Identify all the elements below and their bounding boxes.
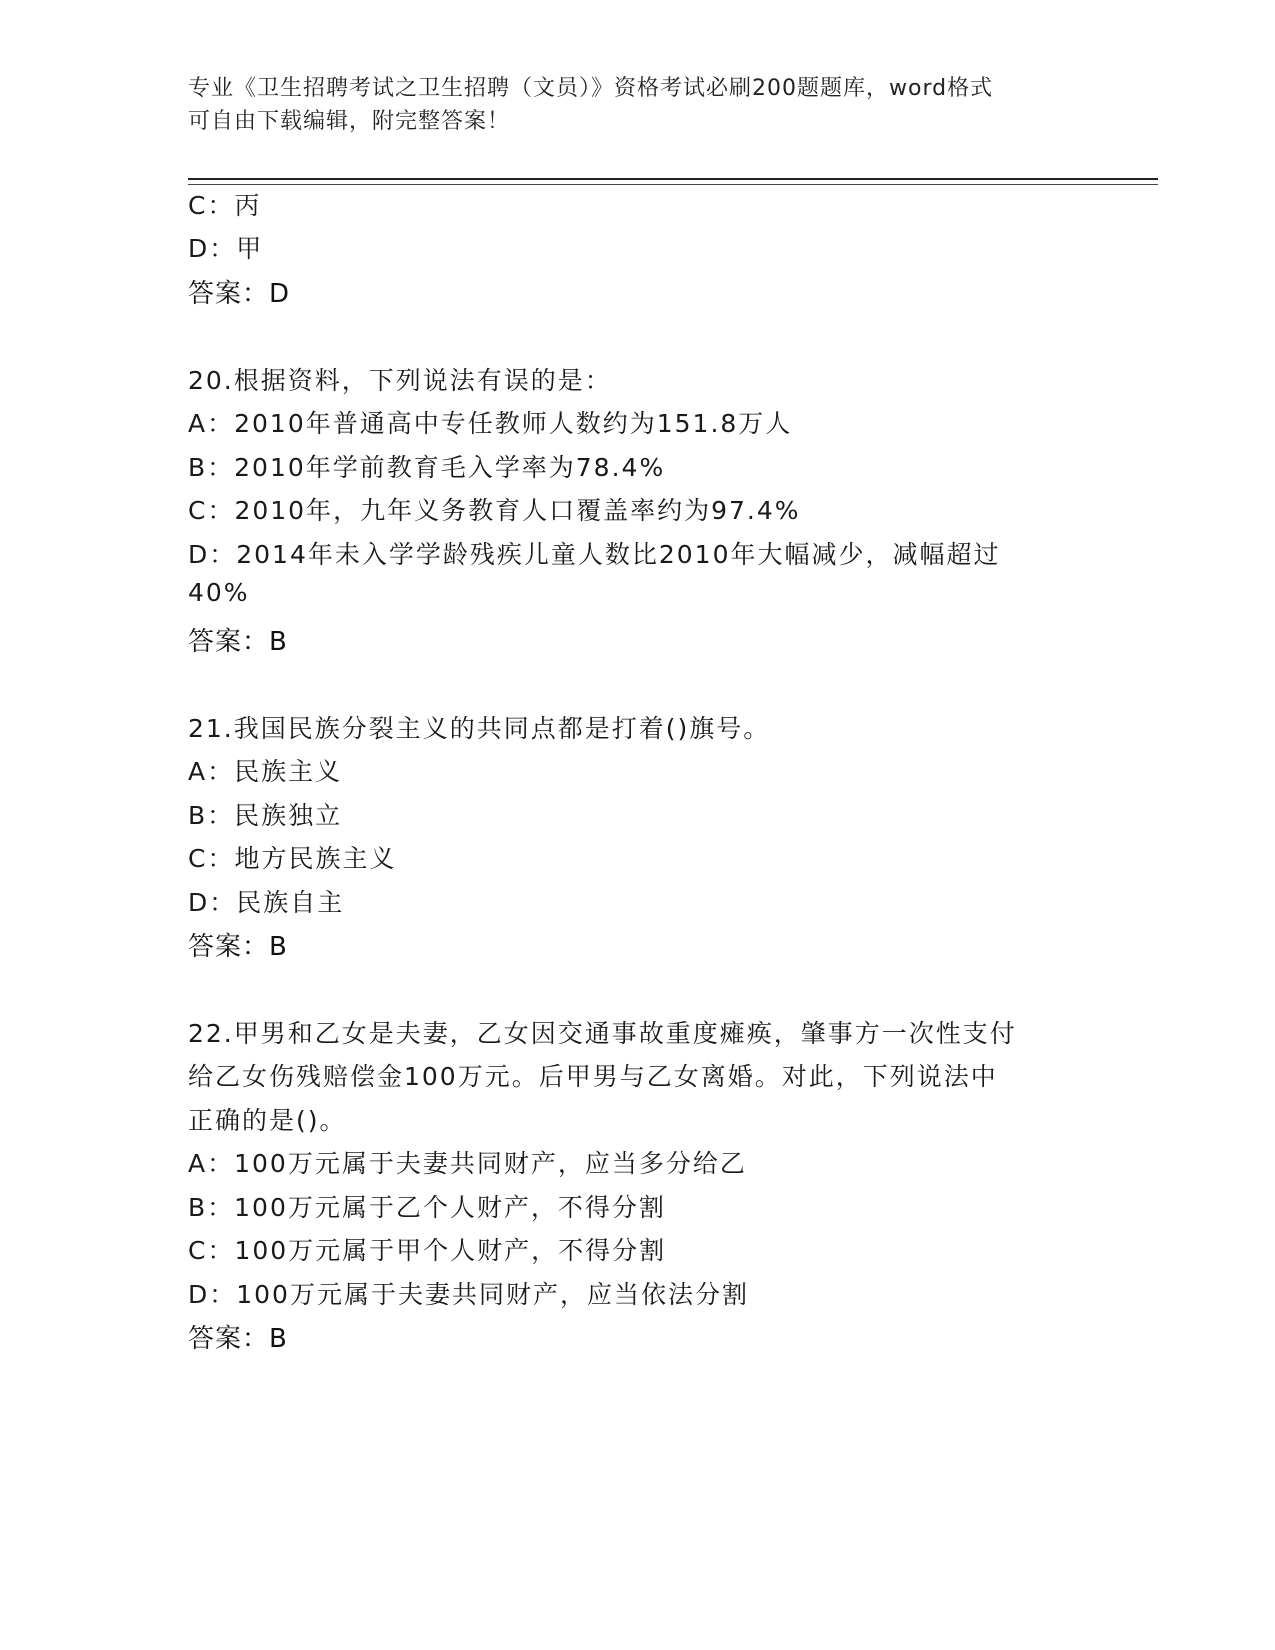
q20-stem: 20.根据资料，下列说法有误的是： [188, 366, 612, 395]
header-rule-thin [188, 184, 1158, 185]
q21-option-a: A：民族主义 [188, 757, 343, 786]
q21-stem: 21.我国民族分裂主义的共同点都是打着()旗号。 [188, 714, 771, 743]
q22-option-a: A：100万元属于夫妻共同财产，应当多分给乙 [188, 1149, 747, 1178]
q21-answer: 答案：B [188, 932, 288, 962]
q20-option-d-line-1: D：2014年未入学学龄残疾儿童人数比2010年大幅减少，减幅超过 [188, 540, 1001, 569]
q22-option-b: B：100万元属于乙个人财产，不得分割 [188, 1193, 666, 1222]
q20-option-c: C：2010年，九年义务教育人口覆盖率约为97.4% [188, 496, 801, 525]
q20-option-d-line-2: 40% [188, 578, 250, 607]
q20-option-b: B：2010年学前教育毛入学率为78.4% [188, 453, 666, 482]
q21-option-d: D：民族自主 [188, 888, 345, 917]
q21-option-c: C：地方民族主义 [188, 844, 397, 873]
q21-option-b: B：民族独立 [188, 801, 343, 830]
q19-option-d: D：甲 [188, 234, 264, 263]
q20-answer: 答案：B [188, 627, 288, 657]
header-rule-thick [188, 178, 1158, 180]
q20-option-a: A：2010年普通高中专任教师人数约为151.8万人 [188, 409, 793, 438]
q22-stem-line-3: 正确的是()。 [188, 1106, 347, 1135]
q19-answer: 答案：D [188, 279, 291, 309]
q22-answer: 答案：B [188, 1324, 288, 1354]
q19-option-c: C：丙 [188, 191, 262, 220]
q22-stem-line-2: 给乙女伤残赔偿金100万元。后甲男与乙女离婚。对此，下列说法中 [188, 1062, 998, 1091]
q22-stem-line-1: 22.甲男和乙女是夫妻，乙女因交通事故重度瘫痪，肇事方一次性支付 [188, 1019, 1017, 1048]
header-line-2: 可自由下载编辑，附完整答案！ [188, 109, 511, 134]
document-header [188, 72, 1088, 138]
q22-option-d: D：100万元属于夫妻共同财产，应当依法分割 [188, 1280, 749, 1309]
header-line-1: 专业《卫生招聘考试之卫生招聘（文员）》资格考试必刷200题题库，word格式 [188, 76, 994, 101]
q22-option-c: C：100万元属于甲个人财产，不得分割 [188, 1236, 667, 1265]
